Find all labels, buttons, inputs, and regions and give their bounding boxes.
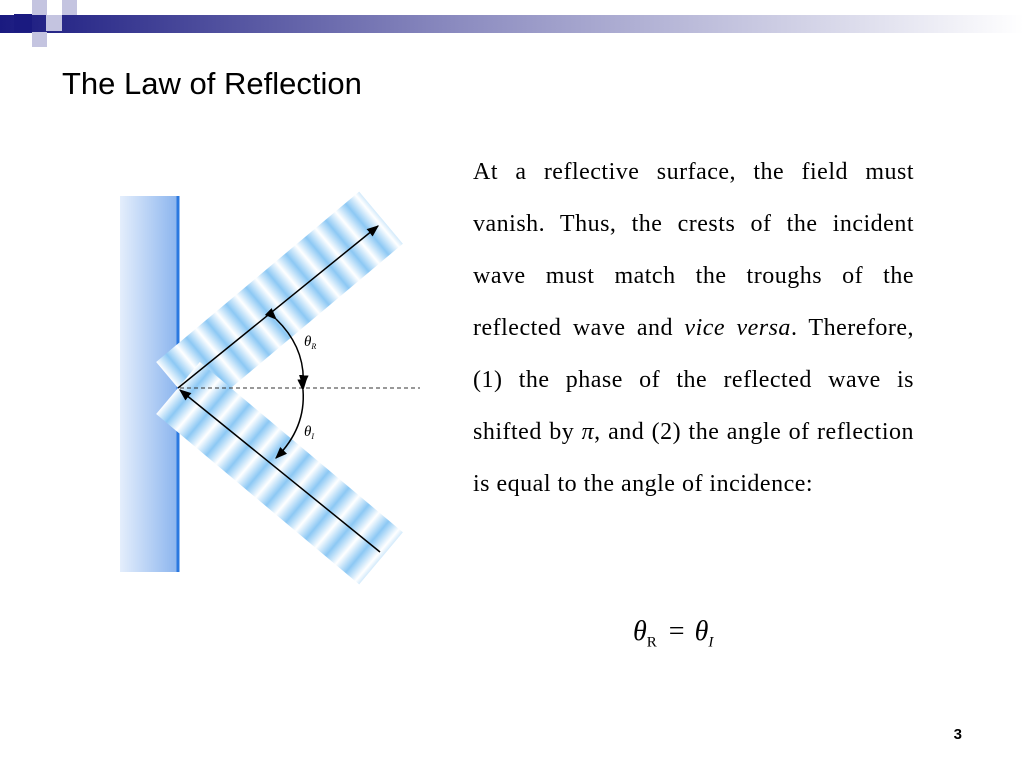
header-square-light — [62, 0, 77, 15]
mirror-surface — [120, 196, 178, 572]
slide-number: 3 — [953, 726, 962, 743]
body-paragraph — [473, 146, 914, 510]
reflected-angle-label: $\theta_R$ — [304, 334, 317, 351]
incident-angle-label: $\theta_I$ — [304, 424, 315, 441]
body-text-part1: At a reflective surface, the field must vanish. Thus, the crests of the incident wave must match the troughs of the reflected wave and — [473, 159, 914, 341]
equation-rhs-subscript: I — [708, 634, 714, 651]
incident-ray-arrow — [180, 390, 380, 552]
equation-lhs-symbol: θ — [633, 616, 647, 647]
reflected-ray-arrow — [178, 226, 378, 388]
body-text-italic: vice versa — [684, 315, 791, 341]
equation — [633, 616, 713, 652]
header-square-light — [32, 0, 47, 15]
equation-lhs-subscript: R — [646, 634, 657, 651]
header-gradient-bar — [0, 15, 1024, 33]
header-square-light — [46, 15, 62, 31]
reflection-diagram — [110, 190, 430, 590]
body-text-part3: , and (2) the angle of reflection is equal to the angle of incidence: — [473, 419, 914, 497]
body-text-part2: . Therefore, (1) the phase of the reflected wave is shifted by — [473, 315, 914, 445]
incident-wave-band — [156, 362, 403, 584]
pi-symbol: π — [581, 419, 595, 445]
equation-equals: = — [668, 616, 685, 647]
equation-rhs-symbol: θ — [694, 616, 709, 647]
header-square-dark — [14, 14, 32, 32]
slide-title: The Law of Reflection — [62, 66, 362, 101]
header-decoration — [0, 0, 1024, 60]
header-square-light — [32, 32, 47, 47]
